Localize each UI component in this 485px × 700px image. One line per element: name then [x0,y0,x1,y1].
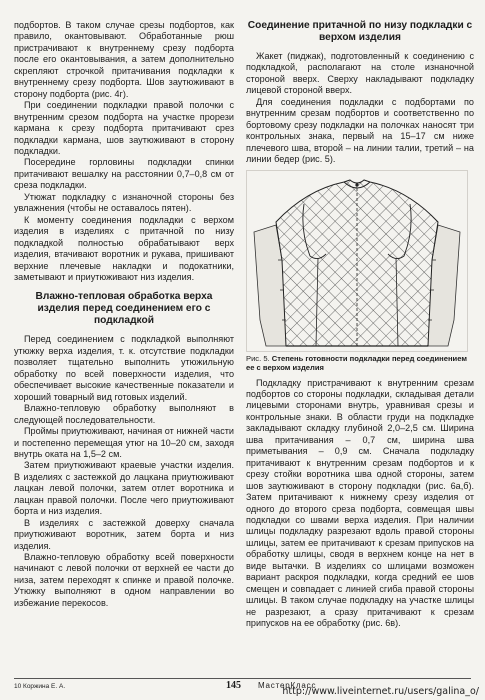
magazine-name: МастерКласс [258,681,317,690]
footer-author: 10 Коржина Е. А. [14,683,66,690]
caption-text: Степень готовности подкладки перед соединением ее с верхом изделия [246,353,467,372]
paragraph: подбортов. В таком случае срезы подбортов, как правило, окантовывают. Обработанные рюш пристрачивают к внутреннему срезу подборта после его окантовывания, а затем дополнительно скрепляют строчкой притачивания подкладки к внутреннему срезу подборта. Шов заутюживают в сторону подборта (рис. 4г). [14,20,234,99]
caption-label: Рис. 5. [246,353,270,363]
section-heading-wet-heat-treatment: Влажно-тепловая обработка верха изделия перед соединением его с подкладкой [35,291,213,327]
paragraph: Утюжат подкладку с изнаночной стороны без увлажнения (чтобы не оставалось пятен). [14,191,234,214]
watermark-url: http://www.liveinternet.ru/users/galina_o/ [282,686,479,697]
paragraph: Проймы приутюживают, начиная от нижней части и постепенно перемещая утюг на 10–20 см, заходя внутрь оката на 1,5–2 см. [14,426,234,459]
paragraph: Жакет (пиджак), подготовленный к соединению с подкладкой, располагают на столе изнаночной стороной вверх. Сверху накладывают подкладку лицевой стороной вверх. [246,51,474,96]
figure-caption [246,354,474,372]
paragraph: Влажно-тепловую обработку выполняют в следующей последовательности. [14,403,234,425]
left-column [14,20,234,609]
paragraph: К моменту соединения подкладки с верхом изделия в изделиях с притачной по низу подкладкой полностью обрабатывают верх изделия, втачивают воротник и рукава, пришивают верхние плечевые накладки и подокатники, заметывают и приутюживают низ изделия. [14,214,234,282]
paragraph: Влажно-тепловую обработку всей поверхности начинают с левой полочки от верхней ее части до низа, затем переходят к спинке и правой полочке. Утюжку выполняют в одном направлении во избежание перекосов. [14,552,234,608]
footer-divider [14,678,471,679]
paragraph: Затем приутюживают краевые участки изделия. В изделиях с застежкой до лацкана приутюживают лацкан левой полочки, затем отлет воротника и лацкан правой полочки. После чего приутюживают борта и низ изделия. [14,460,234,517]
section-heading-lining-connection: Соединение притачной по низу подкладки с верхом изделия [247,20,473,43]
paragraph: В изделиях с застежкой доверху сначала приутюживают воротник, затем борта и низ изделия. [14,517,234,551]
paragraph: Перед соединением с подкладкой выполняют утюжку верха изделия, т. к. отсутствие подкладки позволяет тщательно выполнить утюжильную обработку по всей поверхности изделия, что обеспечивает высокие качественные показатели и хороший товарный вид готовых изделий. [14,334,234,402]
paragraph: Подкладку пристрачивают к внутренним срезам подбортов со стороны подкладки, складывая детали лицевыми сторонами внутрь, уравнивая срезы и контрольные знаки. В области груди на подкладке закладывают складку глубиной 2,0–2,5 см. Ширина шва притачивания – 0,7 см, ширина шва приметывания – 0,9 см. Сначала подкладку притачивают к внутренним срезам подбортов и к срезу стойки воротника шва одной стороны, затем шов заутюживают в сторону подкладки (рис. 6а,б). Затем притачивают к нижнему срезу изделия от одного до второго среза подборта, совмещая швы подкладки со швами верха изделия. При наличии шлицы подкладку разрезают вдоль правой стороны шлицы, затем ее притачивают к срезам припусков на обработку шлицы, сводя в верхнем конце на нет в виде вытачки. В изделиях со шлицами возможен вариант раскроя подкладки, когда средний ее шов смещен и совпадает с линией сгиба правой стороны шлицы. В таком случае подкладку на участке шлицы не разрезают, а сразу притачивают к срезам припусков на ее обработку (рис. 6в). [246,377,474,629]
paragraph: При соединении подкладки правой полочки с внутренним срезом подборта на участке прорези кармана к срезу подборта притачивают срез подкладки кармана, шов заутюживают в сторону подкладки. [14,100,234,156]
paragraph: Посередине горловины подкладки спинки притачивают вешалку на расстоянии 0,7–0,8 см от среза подкладки. [14,157,234,191]
lining-drawing [246,170,468,352]
paragraph: Для соединения подкладки с подбортами по внутренним срезам подбортов и соответственно по бортовому срезу подкладки на полочках наносят три контрольных знака, первый на 15–17 см ниже плечевого шва, второй – на линии талии, третий – на линии бедер (рис. 5). [246,96,474,165]
page-number: 145 [226,680,241,691]
right-column [246,20,474,630]
figure-lining-illustration [246,170,468,352]
